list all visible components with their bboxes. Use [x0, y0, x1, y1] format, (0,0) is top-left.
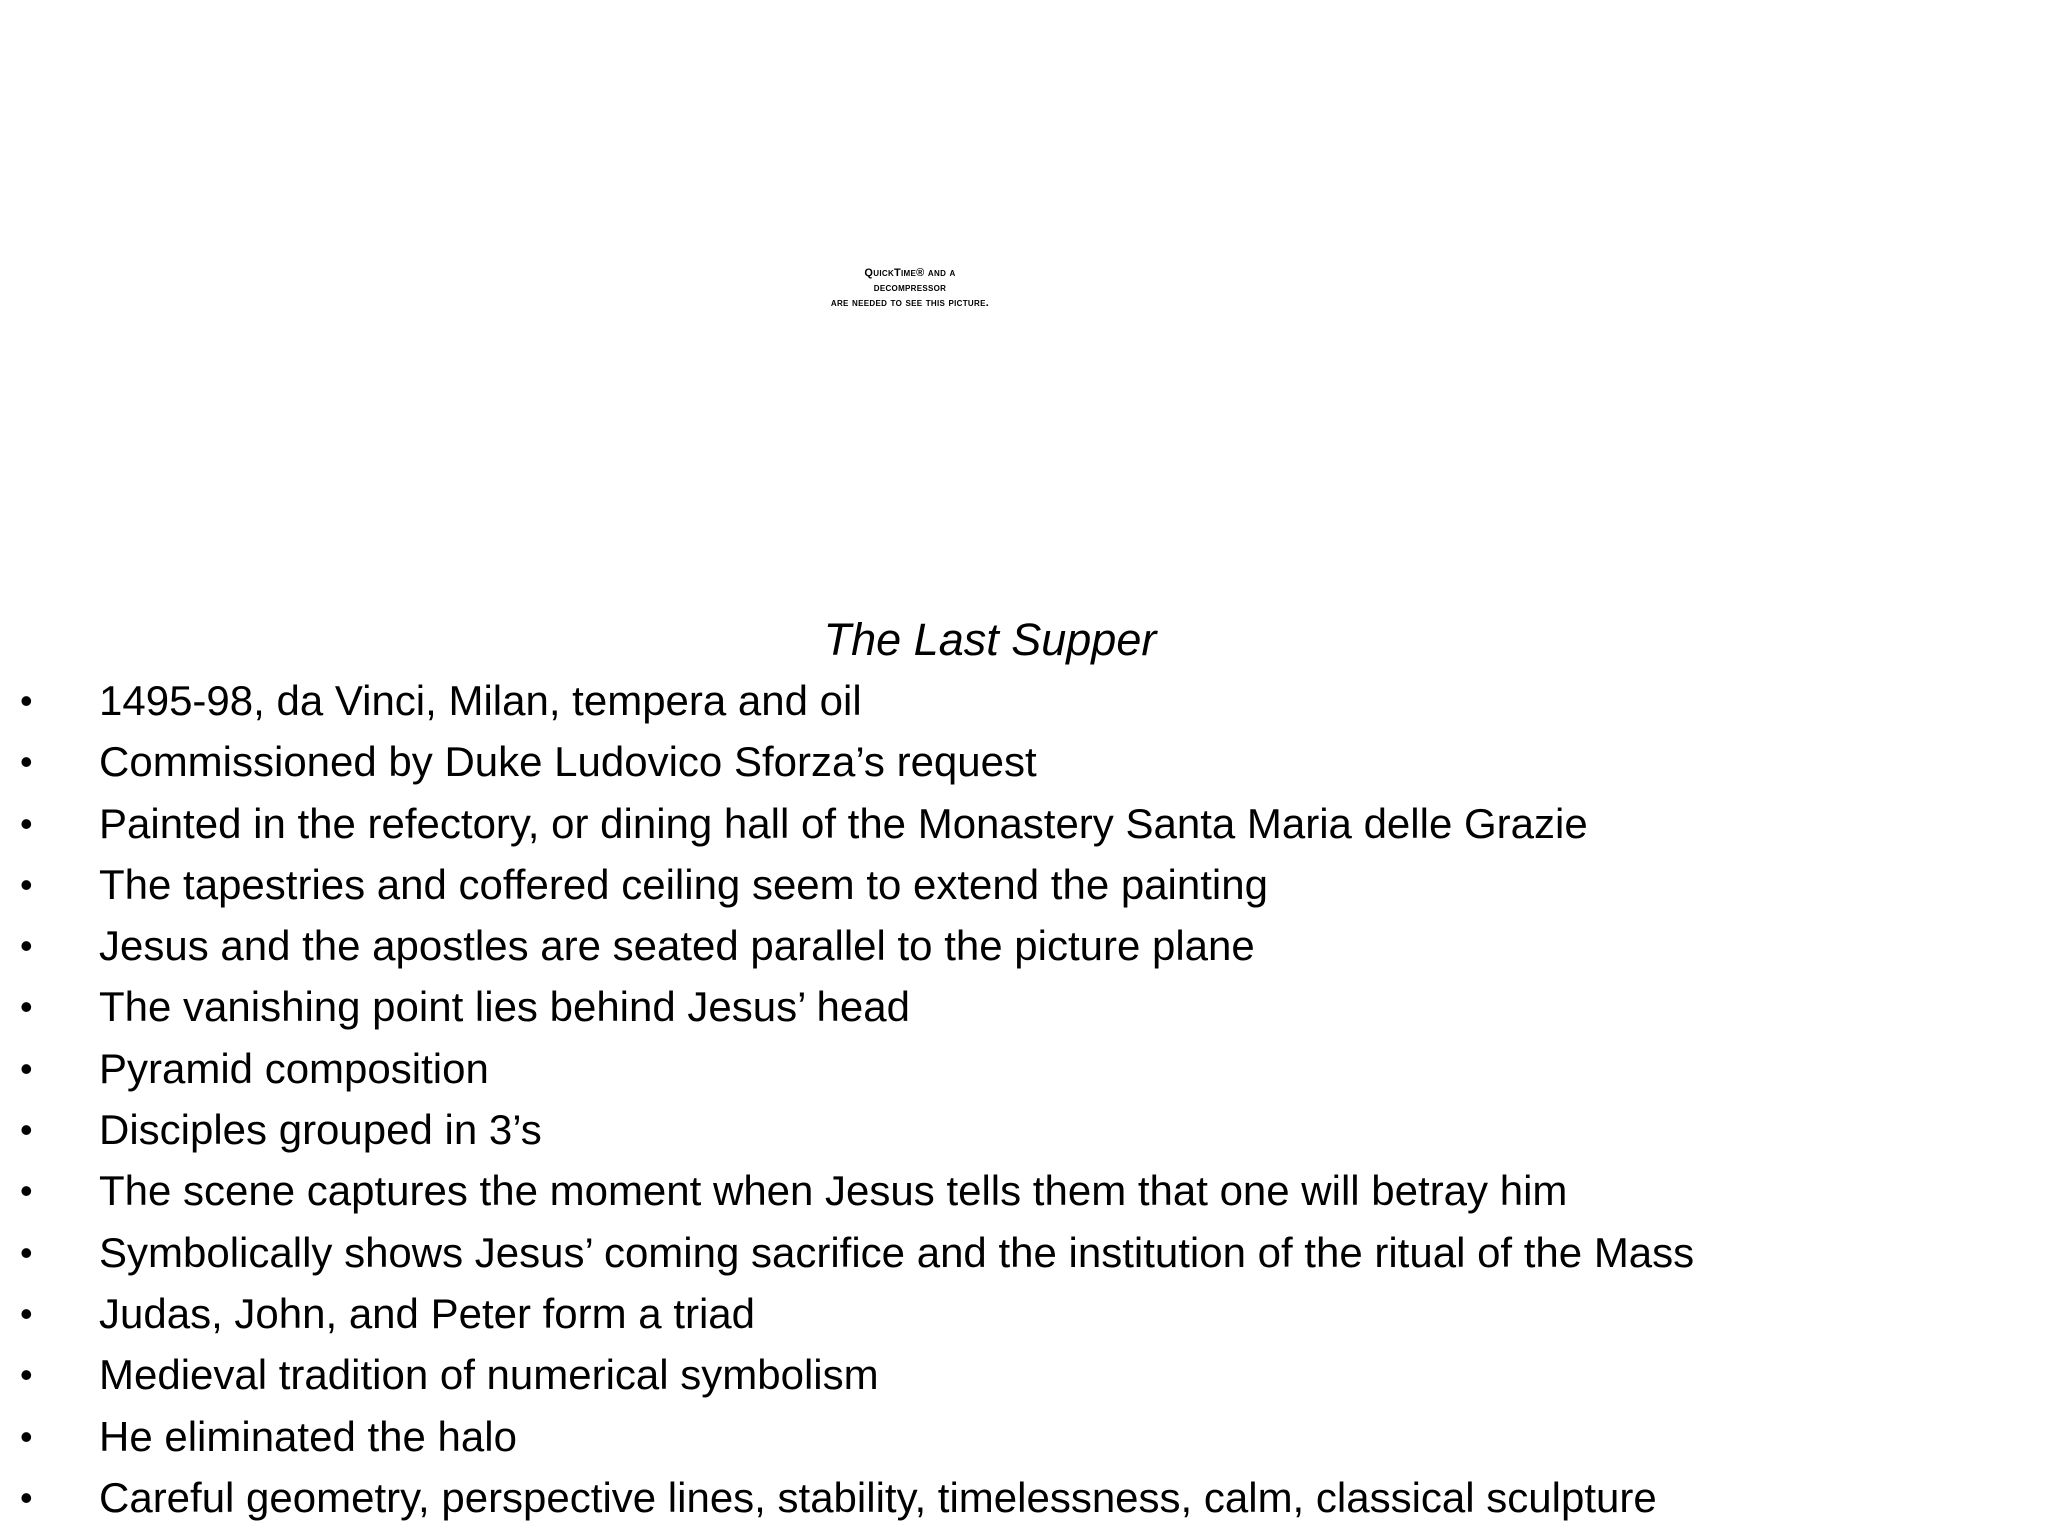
bullet-icon: •: [20, 1476, 33, 1518]
placeholder-line: decompressor: [873, 282, 947, 294]
bullet-item: [0, 854, 2048, 915]
bullet-text: Disciples grouped in 3’s: [99, 1106, 542, 1154]
bullet-item: [0, 1038, 2048, 1099]
bullet-icon: •: [20, 863, 33, 905]
bullet-text: Medieval tradition of numerical symbolism: [99, 1351, 879, 1399]
bullet-item: [0, 1222, 2048, 1283]
bullet-icon: •: [20, 741, 33, 783]
bullet-text: Commissioned by Duke Ludovico Sforza’s request: [99, 738, 1037, 786]
bullet-icon: •: [20, 1047, 33, 1089]
bullet-item: [0, 1283, 2048, 1344]
bullet-icon: •: [20, 1354, 33, 1396]
bullet-text: Judas, John, and Peter form a triad: [99, 1289, 756, 1337]
bullet-item: [0, 915, 2048, 976]
bullet-text: The scene captures the moment when Jesus tells them that one will betray him: [99, 1167, 1568, 1215]
missing-image-placeholder: [760, 266, 1060, 311]
bullet-text: He eliminated the halo: [99, 1412, 517, 1460]
bullet-item: [0, 1099, 2048, 1160]
bullet-text: Jesus and the apostles are seated parallel to the picture plane: [99, 922, 1255, 970]
bullet-icon: •: [20, 680, 33, 721]
bullet-text: Careful geometry, perspective lines, stability, timelessness, calm, classical sculpture: [99, 1473, 1657, 1521]
bullet-item: [0, 1160, 2048, 1221]
bullet-icon: •: [20, 1415, 33, 1457]
bullet-icon: •: [20, 986, 33, 1028]
bullet-icon: •: [20, 1231, 33, 1273]
bullet-text: Painted in the refectory, or dining hall of the Monastery Santa Maria delle Grazie: [99, 799, 1588, 847]
bullet-list: [0, 670, 2048, 1528]
bullet-icon: •: [20, 1170, 33, 1212]
bullet-text: Pyramid composition: [99, 1044, 489, 1092]
image-caption: The Last Supper: [823, 614, 1157, 665]
bullet-item: [0, 976, 2048, 1037]
placeholder-line: QuickTime® and a: [864, 267, 956, 279]
bullet-text: The vanishing point lies behind Jesus’ head: [99, 983, 910, 1031]
bullet-icon: •: [20, 1109, 33, 1151]
placeholder-line: are needed to see this picture.: [830, 297, 990, 309]
bullet-text: 1495-98, da Vinci, Milan, tempera and oil: [99, 677, 862, 724]
bullet-item: [0, 731, 2048, 792]
bullet-text: The tapestries and coffered ceiling seem to extend the painting: [99, 860, 1268, 908]
bullet-item: [0, 1344, 2048, 1405]
bullet-icon: •: [20, 925, 33, 967]
bullet-item: [0, 1467, 2048, 1528]
bullet-text: Symbolically shows Jesus’ coming sacrifice and the institution of the ritual of the Mass: [99, 1228, 1695, 1276]
bullet-item: [0, 670, 2048, 731]
bullet-item: [0, 1406, 2048, 1467]
bullet-item: [0, 793, 2048, 854]
bullet-icon: •: [20, 802, 33, 844]
bullet-icon: •: [20, 1292, 33, 1334]
